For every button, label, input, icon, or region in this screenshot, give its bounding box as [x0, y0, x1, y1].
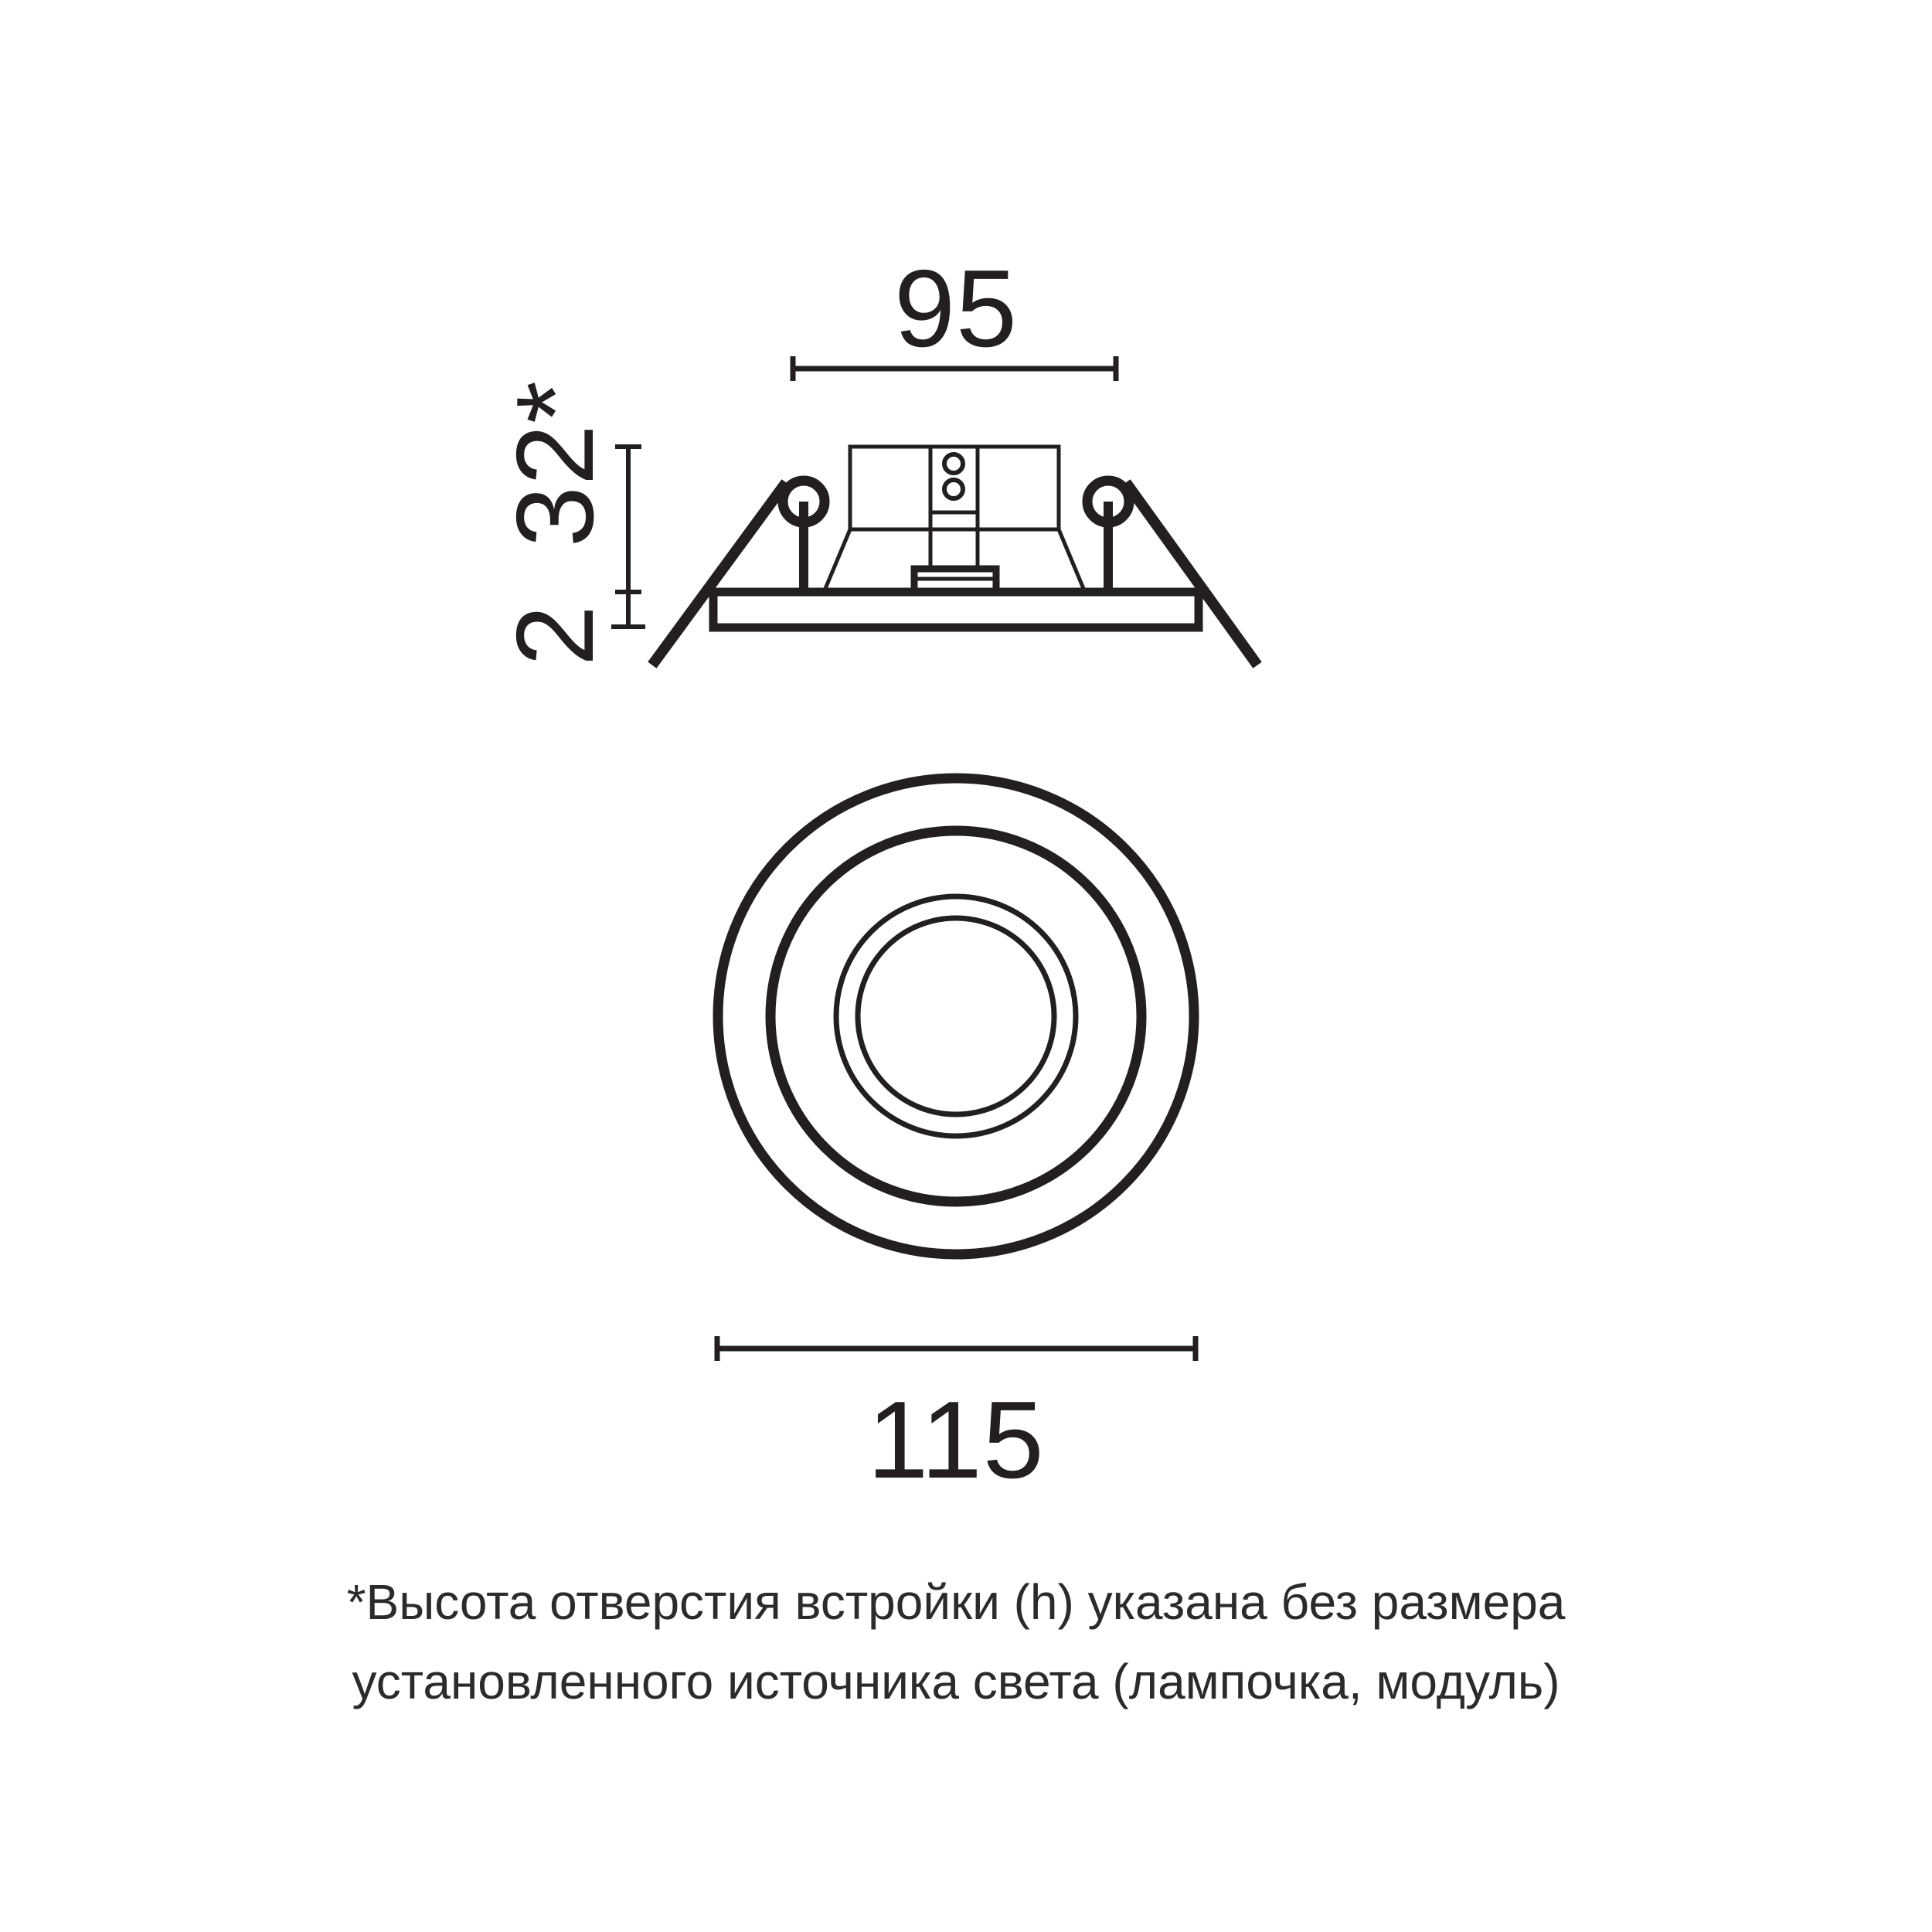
spring-arm-left — [655, 487, 783, 661]
trim-ring-inner-circle — [770, 831, 1141, 1202]
spring-arm-right — [1129, 487, 1254, 661]
footnote-line-1: *Высота отверстия встройки (h) указана без размера — [346, 1574, 1566, 1630]
dimension-32-label: 32* — [494, 379, 617, 548]
footnote-line-2: установленного источника света (лампочка, модуль) — [352, 1654, 1560, 1709]
reflector-wall-right — [1059, 529, 1084, 590]
dimension-115-group — [717, 1336, 1196, 1502]
trim-ring-outer-circle — [718, 778, 1194, 1254]
footnote — [347, 1574, 1566, 1709]
lamp-housing — [850, 447, 1059, 529]
front-view — [718, 778, 1194, 1254]
spring-pin-right-top — [1104, 502, 1113, 525]
dimension-height-group — [494, 380, 645, 666]
reflector-wall-left — [825, 529, 850, 590]
lens-ring-inner-circle — [858, 918, 1054, 1114]
spring-pin-left-top — [799, 502, 808, 525]
dimension-2-label: 2 — [494, 604, 617, 666]
lamp-holder-column — [930, 447, 978, 569]
screw-hole-bottom-icon — [944, 480, 963, 498]
lens-ring-outer-circle — [836, 896, 1076, 1136]
section-view — [655, 447, 1254, 661]
dimension-95-group — [793, 247, 1116, 381]
trim-flange — [713, 592, 1199, 628]
dimension-95-label: 95 — [894, 247, 1018, 370]
screw-hole-top-icon — [944, 454, 963, 473]
dimension-115-label: 115 — [867, 1379, 1045, 1502]
